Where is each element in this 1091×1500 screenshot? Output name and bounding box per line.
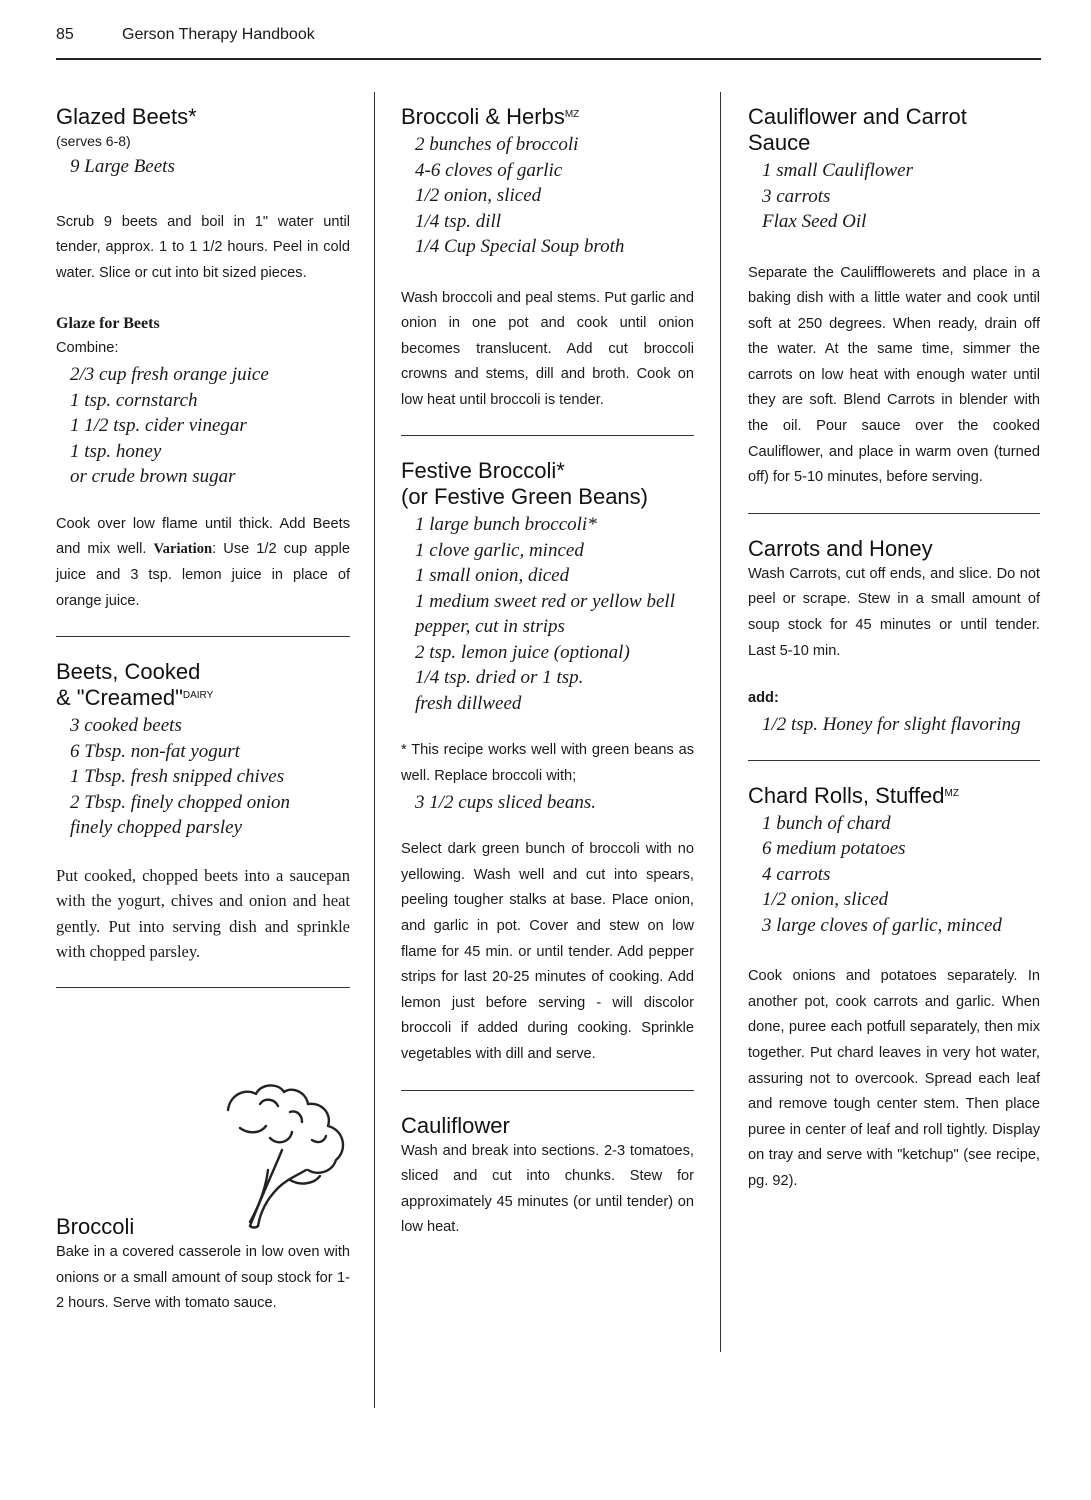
recipe-glazed-beets (56, 104, 350, 614)
ingredient: 1/2 onion, sliced (762, 889, 889, 911)
title-line-2: Sauce (748, 130, 811, 155)
ingredient: 6 medium potatoes (762, 838, 906, 860)
recipe-beets-creamed (56, 659, 350, 965)
recipe-title (401, 104, 694, 130)
ingredient: 1 1/2 tsp. cider vinegar (70, 415, 247, 437)
column-divider-1 (374, 92, 375, 1408)
ingredient: 2 bunches of broccoli (415, 134, 579, 155)
recipe-title (56, 659, 350, 711)
recipe-title: Cauliflower (401, 1112, 510, 1138)
ingredient: Flax Seed Oil (762, 211, 867, 232)
ingredient: 3 carrots (762, 185, 831, 207)
section-divider (56, 987, 350, 988)
ingredient: 6 Tbsp. non-fat yogurt (70, 740, 240, 762)
recipe-title: Glazed Beets* (56, 104, 197, 129)
ingredient: 1 Tbsp. fresh snipped chives (70, 766, 285, 788)
ingredient: 2/3 cup fresh orange juice (70, 364, 269, 386)
ingredient-list (762, 158, 1040, 235)
glaze-heading: Glaze for Beets (56, 315, 160, 333)
ingredient: finely chopped parsley (70, 817, 243, 839)
directions: Wash Carrots, cut off ends, and slice. Do not peel or scrape. Stew in a small amount of soup stock for 45 minutes or until tender. Last 5-10 min. (748, 565, 1040, 659)
ingredient: 1 tsp. honey (70, 440, 162, 462)
column-1 (56, 104, 350, 988)
ingredient: 9 Large Beets (70, 156, 175, 177)
recipe-broccoli (56, 1214, 350, 1317)
page-header (56, 24, 1041, 60)
recipe-title: Broccoli (56, 1214, 135, 1239)
column-2 (401, 104, 694, 1241)
ingredient: 3 large cloves of garlic, minced (762, 914, 1002, 936)
glaze-directions-part-1: Cook over low flame until thick. Add Beets and mix well. (56, 515, 350, 558)
serves-note: (serves 6-8) (56, 133, 131, 149)
recipe-cauliflower-carrot-sauce (748, 104, 1040, 491)
title-line-2: & "Creamed" (56, 685, 183, 711)
ingredient: 4 carrots (762, 863, 831, 885)
recipe-cauliflower (401, 1113, 694, 1241)
ingredient: 3 1/2 cups sliced beans. (415, 791, 597, 813)
column-3 (748, 104, 1040, 1195)
recipe-title (748, 783, 1040, 809)
ingredient: 1/2 tsp. Honey for slight flavoring (762, 714, 1021, 736)
recipe-broccoli-herbs (401, 104, 694, 413)
note-ingredient-list (415, 790, 694, 816)
recipe-chard-rolls (748, 783, 1040, 1195)
directions: Bake in a covered casserole in low oven with onions or a small amount of soup stock for 1-2 hours. Serve with tomato sauce. (56, 1244, 350, 1312)
ingredient: or crude brown sugar (70, 466, 236, 488)
title-text: Broccoli & Herbs (401, 104, 565, 129)
directions: Select dark green bunch of broccoli with no yellowing. Wash well and cut into spears, peeling tougher stalks at base. Place onion, and garlic in pot. Cover and stew on low flame for 45 min. or until tender. Add pepper strips for last 20-25 minutes of cooking. Add lemon just before serving - will discolor broccoli if added during cooking. Sprinkle vegetables with dill and serve. (401, 841, 694, 1062)
title-line-2: (or Festive Green Beans) (401, 484, 648, 510)
glaze-directions-part-2: : Use 1/2 cup apple juice and 3 tsp. lemon juice in place of orange juice. (56, 541, 350, 609)
title-line-1: Festive Broccoli* (401, 458, 565, 484)
ingredient: 1 large bunch broccoli* (415, 514, 597, 536)
title-line-1: Beets, Cooked (56, 659, 201, 685)
directions: Separate the Caulifflowerets and place in a baking dish with a little water and cook until soft at 250 degrees. When ready, drain off the water. At the same time, simmer the carrots on low heat with enough water until they are soft. Blend Carrots in blender with the oil. Pour sauce over the cooked Cauliflower, and place in warm oven (turned off) for 5-10 minutes, before serving. (748, 264, 1040, 486)
recipe-festive-broccoli (401, 458, 694, 1067)
dairy-tag: DAIRY (182, 690, 214, 702)
recipe-carrots-honey (748, 536, 1040, 738)
variation-label: Variation (153, 541, 213, 558)
mz-tag: MZ (944, 787, 959, 799)
ingredient-list (415, 512, 694, 716)
mz-tag: MZ (564, 109, 580, 120)
ingredient: 4-6 cloves of garlic (415, 159, 563, 181)
combine-label: Combine: (56, 340, 119, 357)
directions: Wash and break into sections. 2-3 tomatoes, sliced and cut into chunks. Stew for approximately 45 minutes (or until tender) on low heat. (401, 1142, 694, 1236)
directions: Cook onions and potatoes separately. In another pot, cook carrots and garlic. When done, puree each potfull separately, then mix together. Put chard leaves in very hot water, assuring not to overcook. Spread each leaf and remove tough center stem. Then place puree in center of leaf and roll tightly. Display on tray and serve with "ketchup" (see recipe, pg. 92). (748, 968, 1040, 1189)
broccoli-illustration-icon (220, 1080, 356, 1230)
ingredient: 2 tsp. lemon juice (optional) (415, 641, 630, 663)
book-title: Gerson Therapy Handbook (122, 26, 315, 43)
ingredient: 1 tsp. cornstarch (70, 389, 198, 411)
ingredient: 1 bunch of chard (762, 812, 891, 834)
glaze-directions (56, 512, 350, 614)
directions: Put cooked, chopped beets into a saucepan with the yogurt, chives and onion and heat gently. Put into serving dish and sprinkle with chopped parsley. (56, 865, 350, 962)
ingredient: 1/4 Cup Special Soup broth (415, 236, 625, 257)
ingredient: 1/4 tsp. dill (415, 210, 502, 232)
ingredient: 2 Tbsp. finely chopped onion (70, 791, 291, 813)
title-text: Chard Rolls, Stuffed (748, 782, 945, 808)
recipe-title: Carrots and Honey (748, 535, 933, 561)
ingredient: 1/4 tsp. dried or 1 tsp. (415, 667, 584, 689)
recipe-title (748, 104, 1040, 156)
ingredient-list (762, 811, 1040, 939)
title-line-1: Cauliflower and Carrot (748, 104, 967, 129)
ingredient: 1 clove garlic, minced (415, 539, 584, 561)
directions: Scrub 9 beets and boil in 1" water until tender, approx. 1 to 1 1/2 hours. Peel in cold water. Slice or cut into bit sized pieces. (56, 213, 350, 281)
page-number: 85 (56, 26, 74, 43)
add-label: add: (748, 690, 779, 707)
ingredient-list (762, 712, 1040, 738)
ingredient-list (70, 154, 350, 180)
ingredient: 1 medium sweet red or yellow bell pepper, cut in strips (415, 590, 675, 638)
ingredient: 1 small Cauliflower (762, 160, 913, 181)
directions: Wash broccoli and peal stems. Put garlic and onion in one pot and cook until onion becomes translucent. Add cut broccoli crowns and stems, dill and broth. Cook on low heat until broccoli is tender. (401, 289, 694, 408)
ingredient: 1/2 onion, sliced (415, 185, 542, 206)
ingredient-list (70, 713, 350, 841)
ingredient: 1 small onion, diced (415, 565, 570, 587)
ingredient: fresh dillweed (415, 692, 522, 714)
column-divider-2 (720, 92, 721, 1352)
ingredient-list (415, 132, 694, 260)
note: * This recipe works well with green beans as well. Replace broccoli with; (401, 742, 694, 785)
recipe-title (401, 458, 694, 510)
ingredient: 3 cooked beets (70, 715, 182, 737)
glaze-ingredient-list (70, 362, 350, 490)
